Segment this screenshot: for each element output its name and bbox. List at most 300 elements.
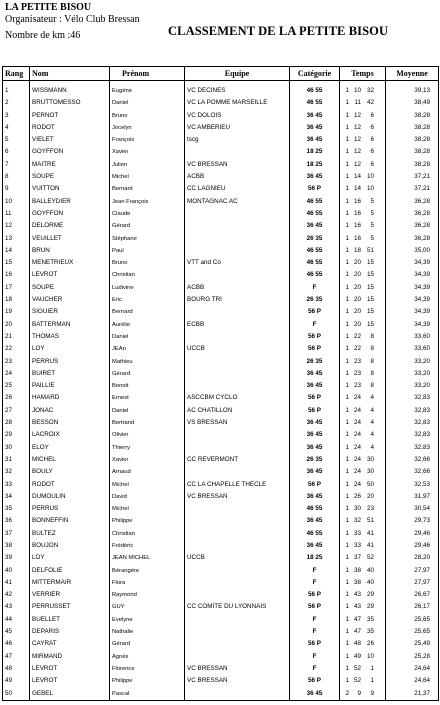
category-cell: 36 45 bbox=[290, 429, 340, 441]
time-minutes: 11 bbox=[354, 99, 361, 107]
table-row bbox=[3, 356, 439, 368]
col-header-equipe: Equipe bbox=[185, 67, 290, 81]
rank-cell: 5 bbox=[3, 134, 30, 146]
rank-cell: 24 bbox=[3, 368, 30, 380]
table-row bbox=[3, 540, 439, 552]
time-seconds: 4 bbox=[370, 443, 374, 451]
time-cell bbox=[340, 208, 386, 220]
name-cell: DELFOLIE bbox=[30, 565, 110, 577]
average-cell: 25,49 bbox=[386, 638, 439, 650]
name-cell: GOYFFON bbox=[30, 146, 110, 158]
name-cell: HAMARD bbox=[30, 392, 110, 404]
rank-cell: 50 bbox=[3, 688, 30, 701]
average-cell: 34,39 bbox=[386, 306, 439, 318]
time-cell bbox=[340, 589, 386, 601]
team-cell bbox=[185, 515, 290, 527]
time-cell bbox=[340, 454, 386, 466]
rank-cell: 43 bbox=[3, 601, 30, 613]
average-cell: 38,28 bbox=[386, 134, 439, 146]
firstname-cell: Bérangère bbox=[110, 565, 185, 577]
category-cell: 46 55 bbox=[290, 245, 340, 257]
rank-cell: 8 bbox=[3, 171, 30, 183]
time-hours: 1 bbox=[345, 480, 349, 488]
team-cell: CC REVERMONT bbox=[185, 454, 290, 466]
rank-cell: 47 bbox=[3, 651, 30, 663]
time-cell bbox=[340, 466, 386, 478]
category-cell: F bbox=[290, 651, 340, 663]
time-seconds: 23 bbox=[366, 505, 374, 513]
time-minutes: 23 bbox=[353, 357, 361, 365]
team-cell bbox=[185, 306, 290, 318]
name-cell: RODOT bbox=[30, 479, 110, 491]
table-row bbox=[3, 331, 439, 343]
rank-cell: 17 bbox=[3, 282, 30, 294]
time-hours: 1 bbox=[345, 296, 349, 304]
average-cell: 38,28 bbox=[386, 159, 439, 171]
time-hours: 1 bbox=[345, 209, 349, 217]
team-cell bbox=[185, 442, 290, 454]
name-cell: GOYFFON bbox=[30, 208, 110, 220]
name-cell: MICHEL bbox=[30, 454, 110, 466]
time-minutes: 16 bbox=[353, 234, 361, 242]
category-cell: 36 45 bbox=[290, 540, 340, 552]
category-cell: F bbox=[290, 577, 340, 589]
time-hours: 1 bbox=[345, 99, 349, 107]
average-cell: 26,17 bbox=[386, 601, 439, 613]
category-cell: 18 25 bbox=[290, 159, 340, 171]
time-hours: 1 bbox=[345, 554, 349, 562]
time-minutes: 20 bbox=[353, 283, 361, 291]
rank-cell: 35 bbox=[3, 503, 30, 515]
category-cell: 36 45 bbox=[290, 688, 340, 701]
time-minutes: 48 bbox=[353, 640, 361, 648]
name-cell: LEVROT bbox=[30, 675, 110, 687]
name-cell: VUITTON bbox=[30, 183, 110, 195]
average-cell: 25,65 bbox=[386, 626, 439, 638]
time-minutes: 49 bbox=[353, 652, 361, 660]
name-cell: DELORME bbox=[30, 220, 110, 232]
average-cell: 27,97 bbox=[386, 565, 439, 577]
name-cell: GEBEL bbox=[30, 688, 110, 701]
time-seconds: 4 bbox=[370, 419, 374, 427]
time-seconds: 1 bbox=[370, 664, 374, 672]
firstname-cell: Agnès bbox=[110, 651, 185, 663]
average-cell: 32,66 bbox=[386, 466, 439, 478]
time-minutes: 14 bbox=[353, 173, 361, 181]
time-minutes: 20 bbox=[353, 308, 361, 316]
team-cell: VC BRESSAN bbox=[185, 675, 290, 687]
name-cell: BONNEFFIN bbox=[30, 515, 110, 527]
category-cell: 46 55 bbox=[290, 196, 340, 208]
time-cell bbox=[340, 614, 386, 626]
table-row bbox=[3, 134, 439, 146]
firstname-cell: David bbox=[110, 491, 185, 503]
time-cell bbox=[340, 171, 386, 183]
team-cell: VC DOLOIS bbox=[185, 110, 290, 122]
category-cell: 36 45 bbox=[290, 380, 340, 392]
category-cell: 46 55 bbox=[290, 257, 340, 269]
time-hours: 1 bbox=[345, 259, 349, 267]
name-cell: BOUJON bbox=[30, 540, 110, 552]
team-cell bbox=[185, 638, 290, 650]
table-row bbox=[3, 294, 439, 306]
time-seconds: 6 bbox=[370, 123, 374, 131]
team-cell: VTT and Co bbox=[185, 257, 290, 269]
time-seconds: 15 bbox=[366, 259, 374, 267]
rank-cell: 10 bbox=[3, 196, 30, 208]
time-hours: 1 bbox=[345, 640, 349, 648]
category-cell: 36 45 bbox=[290, 491, 340, 503]
category-cell: F bbox=[290, 319, 340, 331]
table-row bbox=[3, 196, 439, 208]
time-hours: 1 bbox=[345, 591, 349, 599]
team-cell bbox=[185, 651, 290, 663]
category-cell: 46 55 bbox=[290, 208, 340, 220]
average-cell: 26,67 bbox=[386, 589, 439, 601]
time-cell bbox=[340, 503, 386, 515]
rank-cell: 48 bbox=[3, 663, 30, 675]
firstname-cell: Bruno bbox=[110, 257, 185, 269]
time-hours: 1 bbox=[345, 234, 349, 242]
time-hours: 1 bbox=[345, 468, 349, 476]
average-cell: 32,83 bbox=[386, 405, 439, 417]
team-cell: CC LAGNIEU bbox=[185, 183, 290, 195]
name-cell: DEPARIS bbox=[30, 626, 110, 638]
table-row bbox=[3, 146, 439, 158]
table-row bbox=[3, 257, 439, 269]
time-hours: 1 bbox=[345, 111, 349, 119]
distance-text: Nombre de km :46 bbox=[5, 30, 81, 41]
col-header-rang: Rang bbox=[3, 67, 30, 81]
team-cell bbox=[185, 269, 290, 281]
category-cell: F bbox=[290, 565, 340, 577]
average-cell: 38,49 bbox=[386, 97, 439, 109]
firstname-cell: JEAn bbox=[110, 343, 185, 355]
firstname-cell: Gérard bbox=[110, 220, 185, 232]
team-cell bbox=[185, 565, 290, 577]
time-cell bbox=[340, 319, 386, 331]
time-seconds: 5 bbox=[370, 209, 374, 217]
name-cell: LOY bbox=[30, 552, 110, 564]
time-hours: 1 bbox=[345, 529, 349, 537]
category-cell: 56 P bbox=[290, 392, 340, 404]
time-seconds: 20 bbox=[366, 492, 374, 500]
table-row bbox=[3, 380, 439, 392]
rank-cell: 46 bbox=[3, 638, 30, 650]
time-seconds: 5 bbox=[370, 222, 374, 230]
rank-cell: 7 bbox=[3, 159, 30, 171]
category-cell: F bbox=[290, 626, 340, 638]
table-row bbox=[3, 454, 439, 466]
firstname-cell: Bernard bbox=[110, 306, 185, 318]
time-minutes: 12 bbox=[353, 123, 361, 131]
time-seconds: 4 bbox=[370, 394, 374, 402]
name-cell: PERNOT bbox=[30, 110, 110, 122]
average-cell: 29,46 bbox=[386, 540, 439, 552]
average-cell: 32,83 bbox=[386, 442, 439, 454]
rank-cell: 12 bbox=[3, 220, 30, 232]
results-table bbox=[2, 66, 439, 701]
time-cell bbox=[340, 306, 386, 318]
firstname-cell: Philippe bbox=[110, 515, 185, 527]
time-seconds: 35 bbox=[366, 615, 374, 623]
time-minutes: 47 bbox=[353, 628, 361, 636]
name-cell: SIGUIER bbox=[30, 306, 110, 318]
time-cell bbox=[340, 81, 386, 98]
average-cell: 27,97 bbox=[386, 577, 439, 589]
time-cell bbox=[340, 651, 386, 663]
time-seconds: 52 bbox=[366, 554, 374, 562]
rank-cell: 22 bbox=[3, 343, 30, 355]
team-cell: CC LA CHAPELLE THECLE bbox=[185, 479, 290, 491]
name-cell: BESSON bbox=[30, 417, 110, 429]
name-cell: ELOY bbox=[30, 442, 110, 454]
category-cell: 56 P bbox=[290, 479, 340, 491]
average-cell: 32,53 bbox=[386, 479, 439, 491]
time-seconds: 29 bbox=[366, 603, 374, 611]
time-minutes: 32 bbox=[353, 517, 361, 525]
time-cell bbox=[340, 343, 386, 355]
time-minutes: 20 bbox=[353, 259, 361, 267]
time-seconds: 30 bbox=[366, 468, 374, 476]
category-cell: 26 35 bbox=[290, 233, 340, 245]
firstname-cell: Bernard bbox=[110, 183, 185, 195]
team-cell: VC AMBERIEU bbox=[185, 122, 290, 134]
table-row bbox=[3, 306, 439, 318]
firstname-cell: Pascal bbox=[110, 688, 185, 701]
firstname-cell: Michel bbox=[110, 171, 185, 183]
team-cell bbox=[185, 466, 290, 478]
category-cell: 46 55 bbox=[290, 269, 340, 281]
time-hours: 1 bbox=[345, 677, 349, 685]
table-row bbox=[3, 368, 439, 380]
average-cell: 33,20 bbox=[386, 356, 439, 368]
rank-cell: 44 bbox=[3, 614, 30, 626]
rank-cell: 13 bbox=[3, 233, 30, 245]
time-cell bbox=[340, 97, 386, 109]
average-cell: 34,39 bbox=[386, 282, 439, 294]
table-row bbox=[3, 208, 439, 220]
name-cell: MIRMAND bbox=[30, 651, 110, 663]
time-minutes: 24 bbox=[353, 394, 361, 402]
name-cell: BULTEZ bbox=[30, 528, 110, 540]
average-cell: 31,97 bbox=[386, 491, 439, 503]
name-cell: BRUTTOMESSO bbox=[30, 97, 110, 109]
time-cell bbox=[340, 159, 386, 171]
time-hours: 1 bbox=[345, 173, 349, 181]
team-cell: tscg bbox=[185, 134, 290, 146]
time-minutes: 37 bbox=[353, 554, 361, 562]
time-hours: 1 bbox=[345, 283, 349, 291]
time-minutes: 16 bbox=[353, 209, 361, 217]
time-minutes: 33 bbox=[353, 529, 361, 537]
table-row bbox=[3, 159, 439, 171]
rank-cell: 19 bbox=[3, 306, 30, 318]
rank-cell: 30 bbox=[3, 442, 30, 454]
team-cell bbox=[185, 331, 290, 343]
rank-cell: 29 bbox=[3, 429, 30, 441]
average-cell: 33,20 bbox=[386, 380, 439, 392]
time-cell bbox=[340, 134, 386, 146]
time-seconds: 10 bbox=[366, 173, 374, 181]
time-hours: 1 bbox=[345, 123, 349, 131]
rank-cell: 38 bbox=[3, 540, 30, 552]
team-cell: ACBB bbox=[185, 282, 290, 294]
category-cell: 46 55 bbox=[290, 81, 340, 98]
time-seconds: 5 bbox=[370, 197, 374, 205]
firstname-cell: Gérard bbox=[110, 638, 185, 650]
table-row bbox=[3, 577, 439, 589]
average-cell: 24,64 bbox=[386, 675, 439, 687]
firstname-cell: Thierry bbox=[110, 442, 185, 454]
firstname-cell: Nathalie bbox=[110, 626, 185, 638]
name-cell: BALLEYDIER bbox=[30, 196, 110, 208]
rank-cell: 28 bbox=[3, 417, 30, 429]
category-cell: 26 35 bbox=[290, 294, 340, 306]
time-cell bbox=[340, 552, 386, 564]
team-cell bbox=[185, 528, 290, 540]
time-minutes: 24 bbox=[353, 468, 361, 476]
firstname-cell: Daniel bbox=[110, 331, 185, 343]
name-cell: RODOT bbox=[30, 122, 110, 134]
time-seconds: 15 bbox=[366, 296, 374, 304]
average-cell: 32,66 bbox=[386, 454, 439, 466]
table-row bbox=[3, 528, 439, 540]
time-hours: 1 bbox=[345, 566, 349, 574]
category-cell: 36 45 bbox=[290, 442, 340, 454]
time-cell bbox=[340, 380, 386, 392]
rank-cell: 25 bbox=[3, 380, 30, 392]
name-cell: THOMAS bbox=[30, 331, 110, 343]
category-cell: 18 25 bbox=[290, 552, 340, 564]
rank-cell: 2 bbox=[3, 97, 30, 109]
time-seconds: 15 bbox=[366, 283, 374, 291]
time-minutes: 12 bbox=[353, 160, 361, 168]
team-cell: ECBB bbox=[185, 319, 290, 331]
table-row bbox=[3, 614, 439, 626]
table-row bbox=[3, 552, 439, 564]
time-seconds: 6 bbox=[370, 111, 374, 119]
average-cell: 38,28 bbox=[386, 146, 439, 158]
table-row bbox=[3, 429, 439, 441]
name-cell: PERRUSSET bbox=[30, 601, 110, 613]
category-cell: 18 25 bbox=[290, 146, 340, 158]
category-cell: 26 35 bbox=[290, 356, 340, 368]
name-cell: PERRUS bbox=[30, 356, 110, 368]
firstname-cell: GUY bbox=[110, 601, 185, 613]
name-cell: PAILLIE bbox=[30, 380, 110, 392]
table-row bbox=[3, 417, 439, 429]
firstname-cell: Christian bbox=[110, 528, 185, 540]
team-cell bbox=[185, 589, 290, 601]
time-minutes: 24 bbox=[353, 431, 361, 439]
time-minutes: 43 bbox=[353, 603, 361, 611]
name-cell: WISSMANN bbox=[30, 81, 110, 98]
time-cell bbox=[340, 442, 386, 454]
rank-cell: 36 bbox=[3, 515, 30, 527]
table-row bbox=[3, 319, 439, 331]
rank-cell: 16 bbox=[3, 269, 30, 281]
rank-cell: 20 bbox=[3, 319, 30, 331]
firstname-cell: Ernest bbox=[110, 392, 185, 404]
time-minutes: 20 bbox=[353, 271, 361, 279]
firstname-cell: Arnaud bbox=[110, 466, 185, 478]
time-minutes: 38 bbox=[353, 578, 361, 586]
time-hours: 1 bbox=[345, 332, 349, 340]
firstname-cell: Philippe bbox=[110, 675, 185, 687]
time-hours: 1 bbox=[345, 357, 349, 365]
time-hours: 1 bbox=[345, 628, 349, 636]
rank-cell: 34 bbox=[3, 491, 30, 503]
firstname-cell: Flora bbox=[110, 577, 185, 589]
time-minutes: 24 bbox=[353, 455, 361, 463]
time-minutes: 10 bbox=[353, 87, 361, 94]
team-cell bbox=[185, 233, 290, 245]
time-minutes: 12 bbox=[353, 148, 361, 156]
time-seconds: 30 bbox=[366, 455, 374, 463]
category-cell: 36 45 bbox=[290, 134, 340, 146]
category-cell: 56 P bbox=[290, 405, 340, 417]
col-header-moyenne: Moyenne bbox=[386, 67, 439, 81]
time-seconds: 26 bbox=[366, 640, 374, 648]
team-cell bbox=[185, 146, 290, 158]
rank-cell: 45 bbox=[3, 626, 30, 638]
time-seconds: 8 bbox=[370, 332, 374, 340]
average-cell: 24,64 bbox=[386, 663, 439, 675]
table-row bbox=[3, 626, 439, 638]
time-minutes: 38 bbox=[353, 566, 361, 574]
average-cell: 36,28 bbox=[386, 220, 439, 232]
category-cell: F bbox=[290, 282, 340, 294]
time-hours: 1 bbox=[345, 664, 349, 672]
table-row bbox=[3, 491, 439, 503]
firstname-cell: Daniel bbox=[110, 97, 185, 109]
category-cell: F bbox=[290, 614, 340, 626]
time-hours: 1 bbox=[345, 578, 349, 586]
rank-cell: 42 bbox=[3, 589, 30, 601]
category-cell: 56 P bbox=[290, 343, 340, 355]
category-cell: 36 45 bbox=[290, 466, 340, 478]
table-row bbox=[3, 220, 439, 232]
time-minutes: 47 bbox=[353, 615, 361, 623]
time-seconds: 4 bbox=[370, 431, 374, 439]
rank-cell: 33 bbox=[3, 479, 30, 491]
table-row bbox=[3, 515, 439, 527]
time-hours: 1 bbox=[345, 443, 349, 451]
name-cell: BRUN bbox=[30, 245, 110, 257]
time-minutes: 18 bbox=[353, 246, 361, 254]
time-cell bbox=[340, 233, 386, 245]
rank-cell: 4 bbox=[3, 122, 30, 134]
rank-cell: 31 bbox=[3, 454, 30, 466]
average-cell: 34,39 bbox=[386, 257, 439, 269]
average-cell: 29,73 bbox=[386, 515, 439, 527]
table-header-row bbox=[3, 67, 439, 81]
table-row bbox=[3, 688, 439, 701]
firstname-cell: François bbox=[110, 134, 185, 146]
table-row bbox=[3, 97, 439, 109]
average-cell: 25,65 bbox=[386, 614, 439, 626]
time-hours: 1 bbox=[345, 431, 349, 439]
average-cell: 38,28 bbox=[386, 122, 439, 134]
average-cell: 30,54 bbox=[386, 503, 439, 515]
average-cell: 34,39 bbox=[386, 319, 439, 331]
time-minutes: 52 bbox=[353, 677, 361, 685]
firstname-cell: Jocelyn bbox=[110, 122, 185, 134]
table-row bbox=[3, 466, 439, 478]
firstname-cell: Bertrand bbox=[110, 417, 185, 429]
average-cell: 39,13 bbox=[386, 81, 439, 98]
